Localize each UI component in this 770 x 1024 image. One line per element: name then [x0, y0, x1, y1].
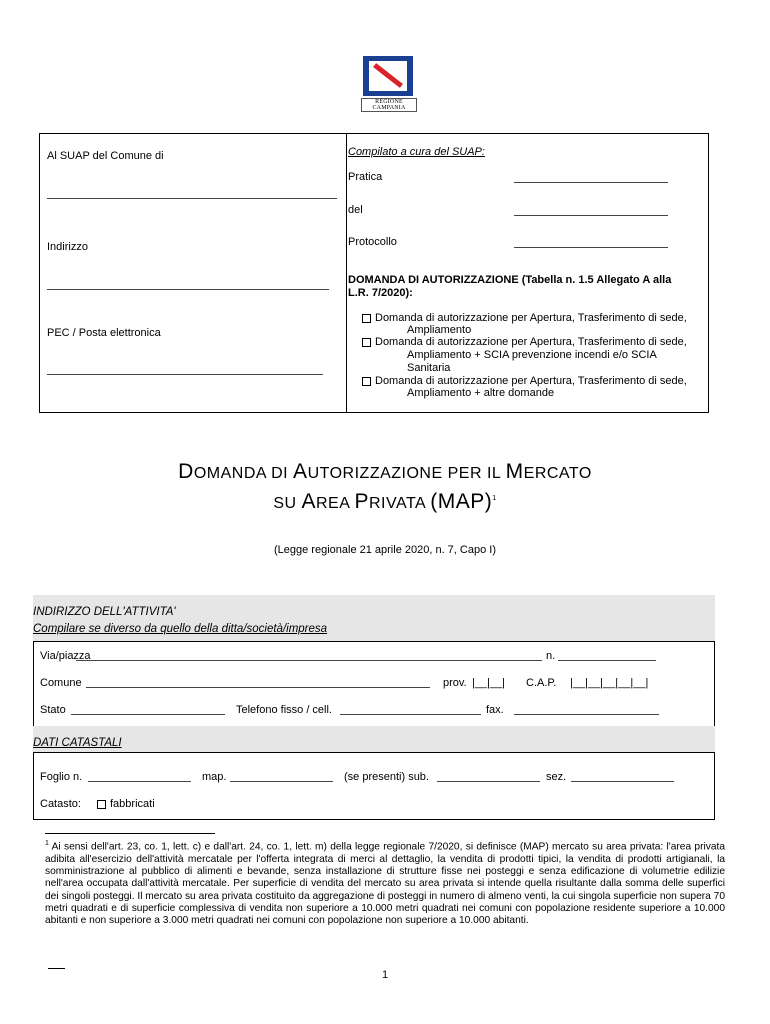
stato-label: Stato: [40, 704, 66, 716]
regione-campania-logo: [361, 56, 415, 112]
fax-label: fax.: [486, 704, 504, 716]
checkbox-icon[interactable]: [362, 377, 371, 386]
del-label: del: [348, 204, 363, 216]
catasto-label: Catasto:: [40, 798, 81, 810]
option-apertura-line2: Ampliamento: [407, 324, 472, 336]
domanda-heading-1: DOMANDA DI AUTORIZZAZIONE (Tabella n. 1.5 Allegato A alla: [348, 274, 672, 286]
option-scia-line2: Ampliamento + SCIA prevenzione incendi e/o SCIA: [407, 349, 657, 361]
indirizzo-label: Indirizzo: [47, 241, 88, 253]
pec-field[interactable]: [47, 374, 323, 375]
cap-label: C.A.P.: [526, 677, 557, 689]
column-divider: [346, 134, 347, 412]
option-scia-line3: Sanitaria: [407, 362, 451, 374]
stato-field[interactable]: [71, 714, 225, 715]
sez-field[interactable]: [571, 781, 674, 782]
protocollo-field[interactable]: [514, 247, 668, 248]
option-altre[interactable]: Domanda di autorizzazione per Apertura, Trasferimento di sede,: [362, 375, 687, 387]
fax-field[interactable]: [514, 714, 659, 715]
via-label: Via/piazza: [40, 650, 91, 662]
footnote-ref: 1: [492, 495, 497, 502]
numero-label: n.: [546, 650, 556, 662]
option-altre-line2: Ampliamento + altre domande: [407, 387, 555, 399]
protocollo-label: Protocollo: [348, 236, 397, 248]
comune-field[interactable]: [47, 198, 337, 199]
comune-address-field[interactable]: [86, 687, 430, 688]
sez-label: sez.: [546, 771, 567, 783]
numero-field[interactable]: [558, 660, 656, 661]
indirizzo-field[interactable]: [47, 289, 329, 290]
pratica-label: Pratica: [348, 171, 383, 183]
document-title-line2: SU AREA PRIVATA (MAP)$^1$: [273, 490, 497, 513]
foglio-label: Foglio n.: [40, 771, 83, 783]
comune-label: Al SUAP del Comune di: [47, 150, 164, 162]
telefono-field[interactable]: [340, 714, 481, 715]
checkbox-icon[interactable]: [362, 314, 371, 323]
checkbox-icon[interactable]: [362, 338, 371, 347]
option-scia[interactable]: Domanda di autorizzazione per Apertura, Trasferimento di sede,: [362, 336, 687, 348]
prov-field[interactable]: |__|__|: [472, 677, 506, 689]
domanda-heading-2: L.R. 7/2020):: [348, 287, 413, 299]
catasto-heading: DATI CATASTALI: [33, 737, 122, 749]
pec-label: PEC / Posta elettronica: [47, 327, 161, 339]
checkbox-icon[interactable]: [97, 800, 106, 809]
page-number: 1: [381, 969, 389, 981]
del-field[interactable]: [514, 215, 668, 216]
pratica-field[interactable]: [514, 182, 668, 183]
compilato-heading: Compilato a cura del SUAP:: [348, 146, 485, 158]
prov-label: prov.: [443, 677, 467, 689]
option-apertura[interactable]: Domanda di autorizzazione per Apertura, Trasferimento di sede,: [362, 312, 687, 324]
cap-field[interactable]: |__|__|__|__|__|: [570, 677, 649, 689]
footnote-separator: [45, 833, 215, 834]
foglio-field[interactable]: [88, 781, 191, 782]
subtitle: (Legge regionale 21 aprile 2020, n. 7, Capo I): [274, 544, 496, 556]
telefono-label: Telefono fisso / cell.: [236, 704, 332, 716]
address-subheading: Compilare se diverso da quello della ditta/società/impresa: [33, 623, 328, 635]
fabbricati-option[interactable]: fabbricati: [97, 798, 155, 810]
sub-field[interactable]: [437, 781, 540, 782]
comune-address-label: Comune: [40, 677, 82, 689]
footnote: $^1$ Ai sensi dell'art. 23, co. 1, lett. c) e dall'art. 24, co. 1, lett. m) della legge regionale 7/2020, si definisce (MAP) mercato su area privata: l'area privata adibita all'esercizio dell'attività mercatale per l'offerta integrata di merci al dettaglio, la vendita di prodotti tipici, la vendita di prodotti artigianali, la somministrazione al pubblico di alimenti e bevande, senza installazione di strutture fisse nei posteggi e senza edificazione di volumetrie edilizie nell'area occupata dall'attività mercatale. Per superficie di vendita del mercato su area privata si intende quella risultante dalla somma delle superfici dei singoli posteggi. Il mercato su area privata costituito da aggregazione di posteggi in numero di almeno venti, la cui singola superficie non supera 70 metri quadrati e di superficie complessiva di vendita non superiore a 10.000 metri quadrati nei comuni con popolazione residente superiore a 10.000 abitanti e non superiore a 3.000 metri quadrati nei comuni con popolazione non superiore a 10.000 abitanti.: [45, 840, 725, 927]
map-label: map.: [202, 771, 227, 783]
map-field[interactable]: [230, 781, 333, 782]
document-title-line1: DOMANDA DI AUTORIZZAZIONE PER IL MERCATO: [178, 460, 592, 483]
via-field[interactable]: [76, 660, 542, 661]
catasto-section-header: [33, 726, 715, 752]
sub-label: (se presenti) sub.: [344, 771, 429, 783]
logo-caption: REGIONE CAMPANIA: [361, 98, 417, 112]
address-heading: INDIRIZZO DELL'ATTIVITA': [33, 606, 176, 618]
